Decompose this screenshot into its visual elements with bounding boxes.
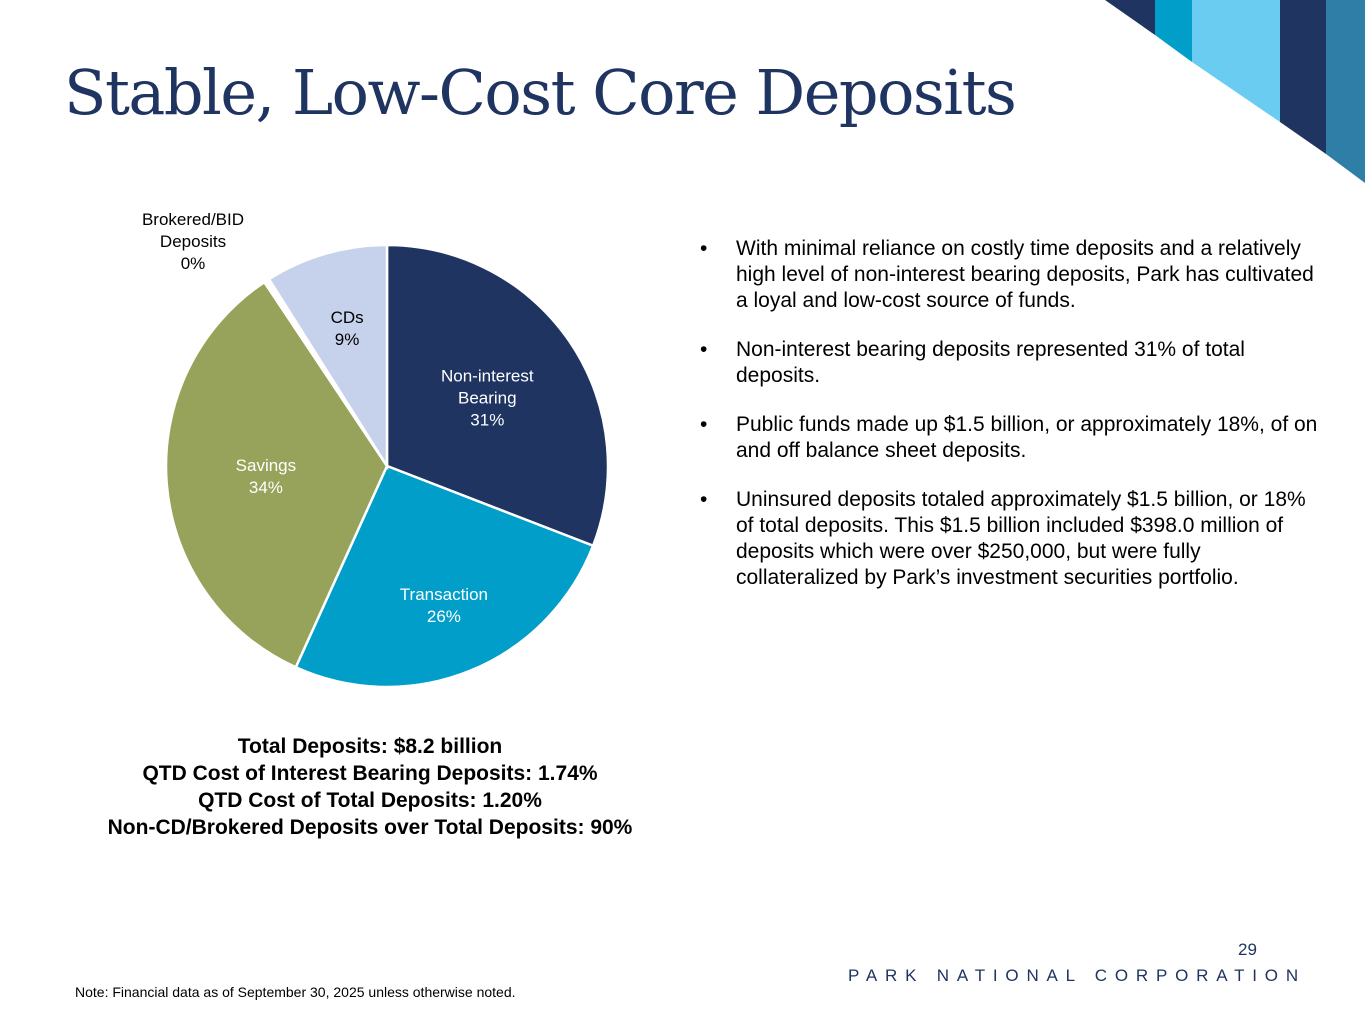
- pie-label-line: Brokered/BID: [141, 210, 245, 229]
- key-points-list: [698, 236, 1318, 614]
- pie-slices: [166, 245, 608, 687]
- stripe-teal: [1155, 0, 1192, 62]
- bullet-item: [698, 412, 1318, 464]
- bullet-text: With minimal reliance on costly time deposits and a relatively high level of non-interest bearing deposits, Park has cultivated a loyal and low-cost source of funds.: [736, 237, 1314, 312]
- deposit-mix-pie-chart: [0, 0, 700, 720]
- stripe-navy-1: [1105, 0, 1155, 35]
- pie-label-line: Non-interest: [440, 366, 534, 386]
- pie-label-line: 26%: [426, 607, 461, 627]
- bullet-text: Non-interest bearing deposits represented 31% of total deposits.: [736, 338, 1245, 387]
- summary-cost-interest-bearing: QTD Cost of Interest Bearing Deposits: 1.74%: [142, 762, 598, 785]
- pie-label-line: Deposits: [159, 232, 227, 251]
- pie-label-line: Transaction: [399, 585, 488, 605]
- pie-label-line: 31%: [470, 410, 505, 430]
- bullet-text: Public funds made up $1.5 billion, or approximately 18%, of on and off balance sheet deposits.: [736, 413, 1318, 462]
- bullet-item: [698, 337, 1318, 389]
- pie-label-line: 34%: [248, 477, 283, 497]
- summary-total-deposits: Total Deposits: $8.2 billion: [237, 735, 503, 758]
- bullet-dot: •: [700, 237, 708, 260]
- stripe-navy-2: [1280, 0, 1326, 154]
- bullet-text: Uninsured deposits totaled approximately $1.5 billion, or 18% of total deposits. This $1.5 billion included $398.0 million of deposits which were over $250,000, but were fully collateralized by Park’s investment securities portfolio.: [736, 488, 1306, 589]
- deposit-summary: [60, 733, 680, 841]
- summary-cost-total: QTD Cost of Total Deposits: 1.20%: [198, 789, 542, 812]
- bullet-item: [698, 487, 1318, 591]
- pie-label-line: 0%: [180, 254, 206, 273]
- footnote: Note: Financial data as of September 30, 2025 unless otherwise noted.: [75, 984, 516, 1000]
- pie-label-line: CDs: [330, 308, 364, 327]
- pie-label-line: 9%: [334, 330, 360, 349]
- pie-label-line: Bearing: [457, 388, 517, 408]
- stripe-steel: [1326, 0, 1365, 183]
- pie-label-brokered-bid-deposits: [142, 210, 244, 273]
- bullet-item: [698, 236, 1318, 314]
- bullet-dot: •: [700, 338, 708, 361]
- pie-label-line: Savings: [235, 455, 297, 475]
- page-title: Stable, Low-Cost Core Deposits: [64, 56, 1016, 129]
- bullet-dot: •: [700, 488, 708, 511]
- page-number: 29: [1238, 940, 1257, 959]
- stripe-sky: [1192, 0, 1280, 122]
- summary-non-cd-ratio: Non-CD/Brokered Deposits over Total Deposits: 90%: [107, 816, 633, 839]
- company-name: PARK NATIONAL CORPORATION: [848, 966, 1306, 985]
- bullet-dot: •: [700, 413, 708, 436]
